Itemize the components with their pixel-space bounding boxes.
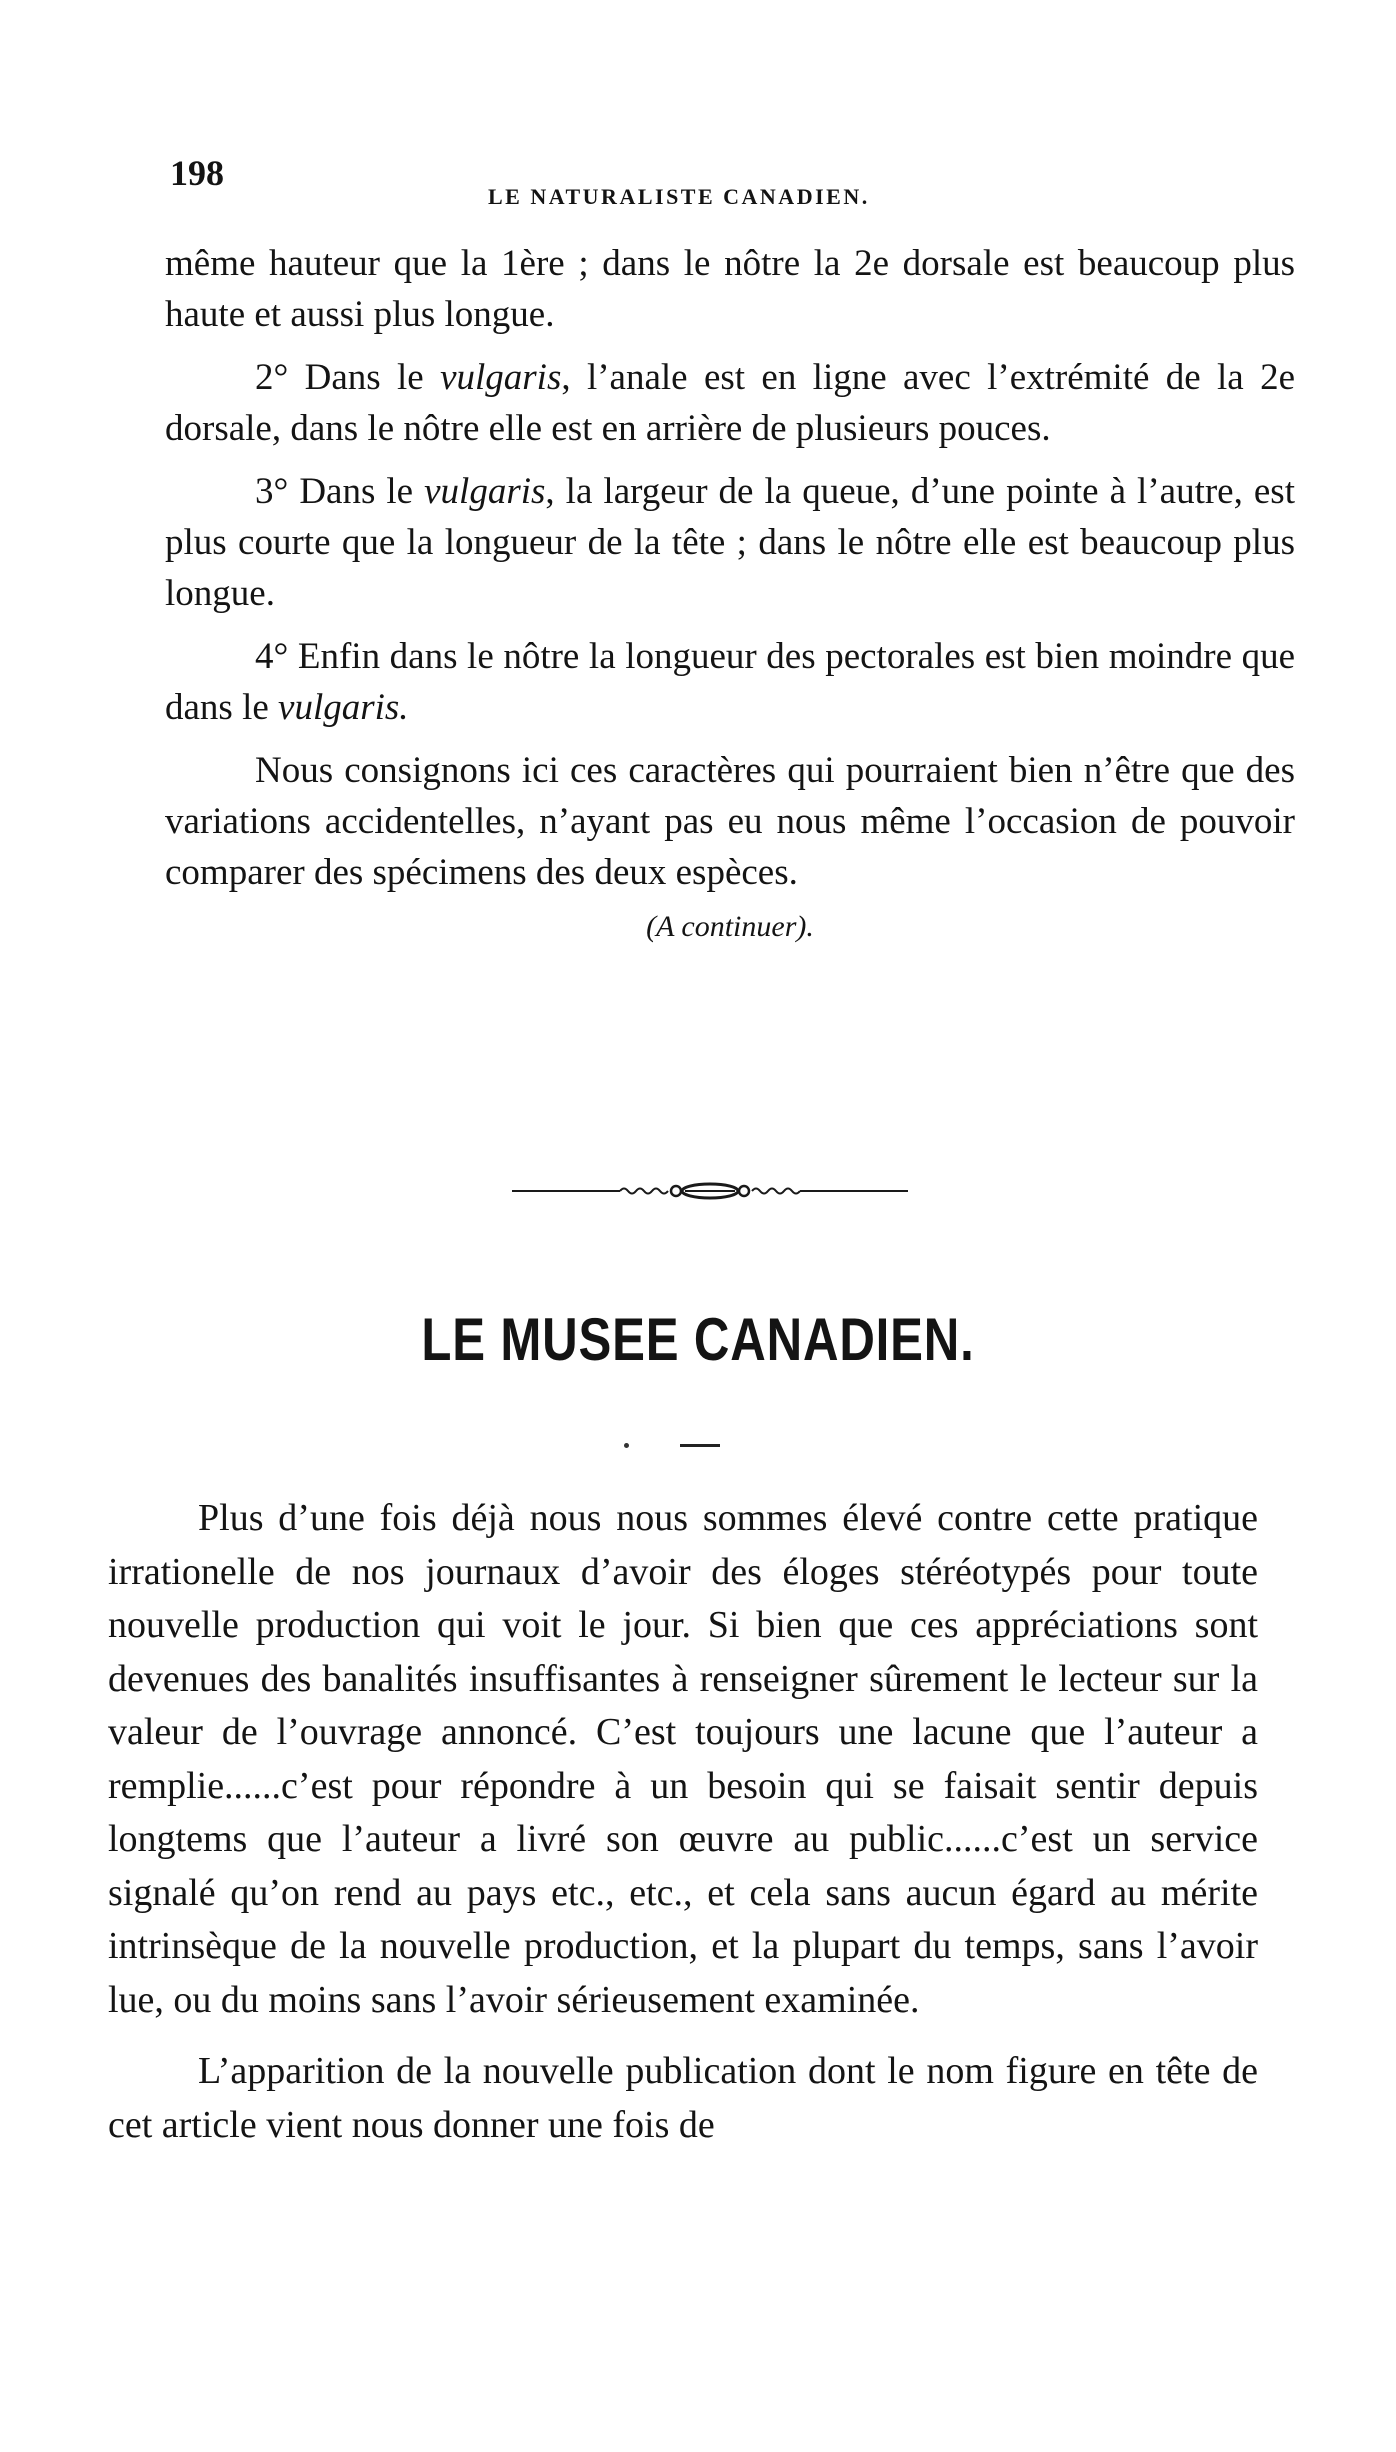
title-dot-mark	[624, 1443, 629, 1448]
text-segment: , la largeur de la queue, d’une pointe à l’autre, est plus courte que la longueur de la tête ; dans le nôtre elle est beaucoup plus longue.	[165, 471, 1295, 614]
text-segment: 3° Dans le	[255, 471, 425, 512]
paragraph-point-3	[165, 466, 1295, 619]
text-segment: 2° Dans le	[255, 357, 441, 398]
title-underline-rule	[680, 1444, 720, 1447]
decorative-scroll-divider-icon	[510, 1176, 910, 1206]
species-name: vulgaris	[424, 471, 546, 512]
previous-article-continuation	[165, 238, 1295, 944]
paragraph-publication: L’apparition de la nouvelle publication dont le nom figure en tête de cet article vient nous donner une fois de	[108, 2050, 1258, 2146]
running-head	[170, 152, 960, 209]
continuation-note: (A continuer).	[646, 910, 814, 943]
page-number: 198	[170, 153, 224, 193]
paragraph-conclusion: Nous consignons ici ces caractères qui pourraient bien n’être que des variations accidentelles, n’ayant pas eu nous même l’occasion de pouvoir comparer des spécimens des deux espèces.	[165, 750, 1295, 893]
journal-title: LE NATURALISTE CANADIEN.	[488, 184, 870, 209]
species-name: vulgaris.	[278, 687, 409, 728]
text-segment: , l’anale est en ligne avec l’extrémité de la 2e dorsale, dans le nôtre elle est en arrière de plusieurs pouces.	[165, 357, 1295, 449]
article-title: LE MUSEE CANADIEN.	[421, 1306, 975, 1373]
paragraph-intro: Plus d’une fois déjà nous nous sommes élevé contre cette pratique irrationelle de nos journaux d’avoir des éloges stéréotypés pour toute nouvelle production qui voit le jour. Si bien que ces appréciations sont devenues des banalités insuffisantes à renseigner sûrement le lecteur sur la valeur de l’ouvrage annoncé. C’est toujours une lacune que l’auteur a remplie......c’est pour répondre à un besoin qui se faisait sentir depuis longtems que l’auteur a livré son œuvre au public......c’est un service signalé qu’on rend au pays etc., etc., et cela sans aucun égard au mérite intrinsèque de la nouvelle production, et la plupart du temps, sans l’avoir lue, ou du moins sans l’avoir sérieusement examinée.	[108, 1497, 1258, 2021]
paragraph-point-2	[165, 352, 1295, 454]
species-name: vulgaris	[440, 357, 562, 398]
paragraph-dorsal-height: même hauteur que la 1ère ; dans le nôtre la 2e dorsale est beaucoup plus haute et aussi plus longue.	[165, 243, 1295, 335]
text-segment: 4° Enfin dans le nôtre la longueur des pectorales est bien moindre que dans le	[165, 636, 1295, 728]
article-body	[108, 1492, 1258, 2170]
paragraph-point-4	[165, 631, 1295, 733]
